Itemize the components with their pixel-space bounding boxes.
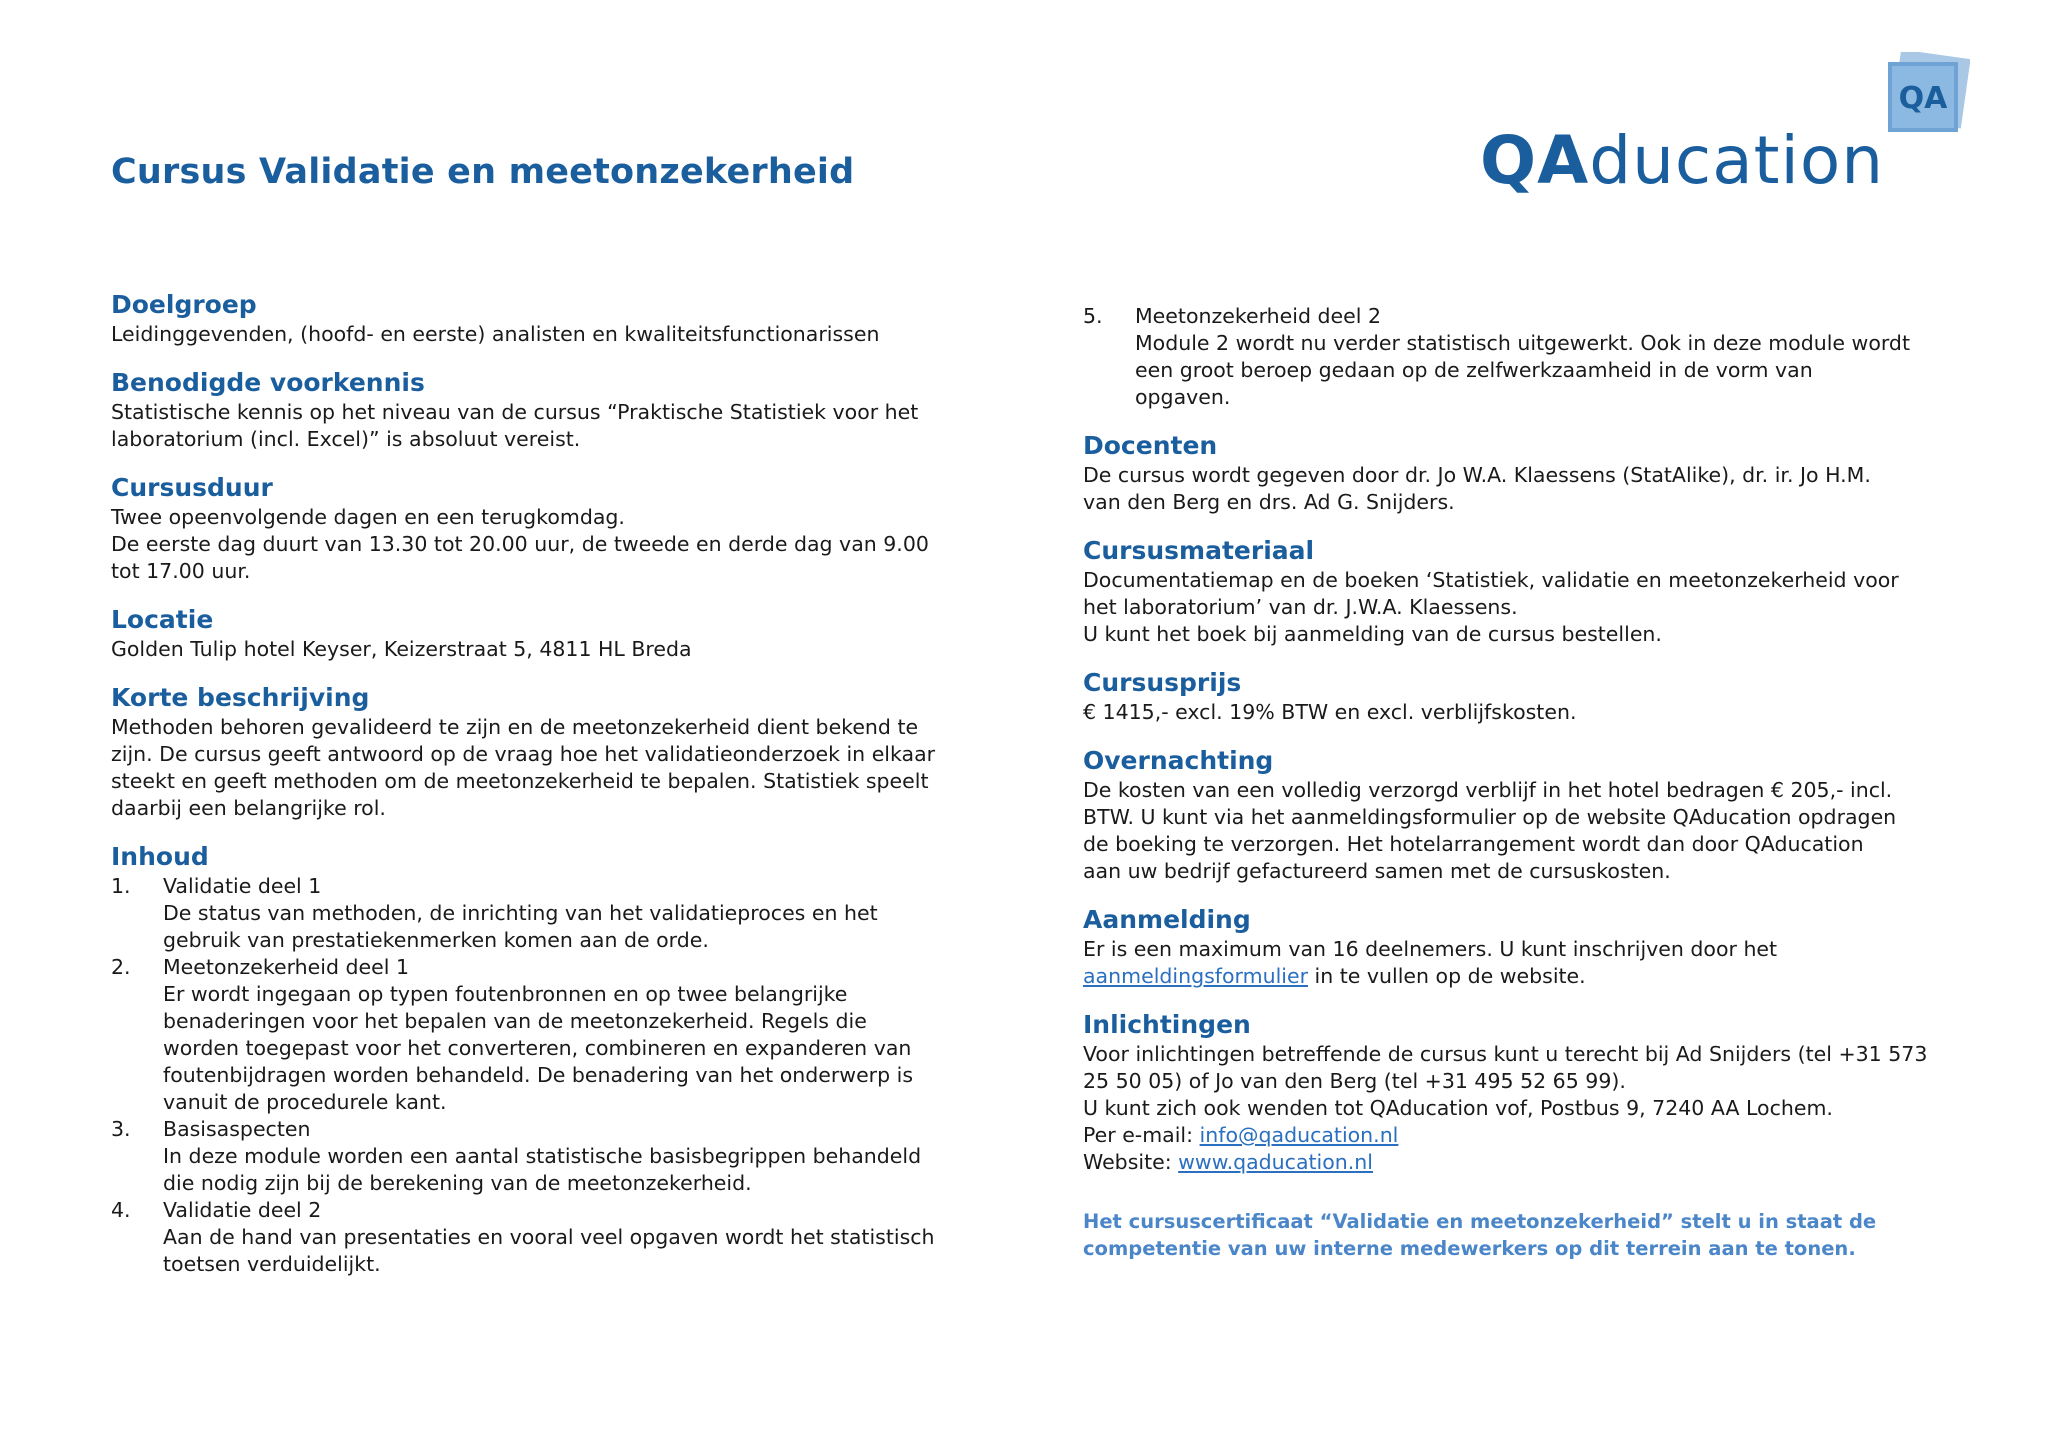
- certificate-note: [1083, 1208, 1963, 1262]
- section-voorkennis: [111, 367, 991, 453]
- list-number: 1.: [111, 874, 131, 898]
- website-label: Website:: [1083, 1150, 1179, 1174]
- list-number: 3.: [111, 1117, 131, 1141]
- heading-overnachting: Overnachting: [1083, 746, 1274, 775]
- text-line: het laboratorium’ van dr. J.W.A. Klaessens.: [1083, 595, 1518, 619]
- section-beschrijving: [111, 682, 991, 822]
- text-line: benaderingen voor het bepalen van de meetonzekerheid. Regels die: [163, 1009, 867, 1033]
- text-line: daarbij een belangrijke rol.: [111, 796, 386, 820]
- section-doelgroep: [111, 289, 991, 348]
- website-link[interactable]: www.qaducation.nl: [1178, 1150, 1373, 1174]
- text-line: laboratorium (incl. Excel)” is absoluut vereist.: [111, 427, 581, 451]
- text-line: U kunt het boek bij aanmelding van de cursus bestellen.: [1083, 622, 1662, 646]
- heading-cursusprijs: Cursusprijs: [1083, 668, 1242, 697]
- list-item-title: Basisaspecten: [163, 1117, 311, 1141]
- heading-beschrijving: Korte beschrijving: [111, 683, 370, 712]
- list-number: 4.: [111, 1198, 131, 1222]
- text-line: Statistische kennis op het niveau van de cursus “Praktische Statistiek voor het: [111, 400, 919, 424]
- heading-locatie: Locatie: [111, 605, 214, 634]
- text-line: worden toegepast voor het converteren, combineren en expanderen van: [163, 1036, 912, 1060]
- text-line: vanuit de procedurele kant.: [163, 1090, 447, 1114]
- section-aanmelding: [1083, 904, 1963, 990]
- text-line: van den Berg en drs. Ad G. Snijders.: [1083, 490, 1455, 514]
- text-line: Voor inlichtingen betreffende de cursus kunt u terecht bij Ad Snijders (tel +31 573: [1083, 1042, 1928, 1066]
- text-line: die nodig zijn bij de berekening van de meetonzekerheid.: [163, 1171, 752, 1195]
- heading-voorkennis: Benodigde voorkennis: [111, 368, 425, 397]
- heading-aanmelding: Aanmelding: [1083, 905, 1251, 934]
- text-line: opgaven.: [1135, 385, 1231, 409]
- list-number: 2.: [111, 955, 131, 979]
- page-title: Cursus Validatie en meetonzekerheid: [111, 152, 855, 192]
- text-line: zijn. De cursus geeft antwoord op de vraag hoe het validatieonderzoek in elkaar: [111, 742, 936, 766]
- email-link[interactable]: info@qaducation.nl: [1199, 1123, 1399, 1147]
- text-line: Er wordt ingegaan op typen foutenbronnen en op twee belangrijke: [163, 982, 848, 1006]
- text-fragment: in te vullen op de website.: [1308, 964, 1586, 988]
- heading-doelgroep: Doelgroep: [111, 290, 257, 319]
- registration-form-link[interactable]: aanmeldingsformulier: [1083, 964, 1309, 988]
- content-list: [1083, 303, 1963, 411]
- text-line: gebruik van prestatiekenmerken komen aan de orde.: [163, 928, 709, 952]
- text-line: competentie van uw interne medewerkers op dit terrein aan te tonen.: [1083, 1237, 1856, 1260]
- heading-docenten: Docenten: [1083, 431, 1218, 460]
- text-line: Module 2 wordt nu verder statistisch uitgewerkt. Ook in deze module wordt: [1135, 331, 1910, 355]
- logo-rest-text: ducation: [1589, 122, 1885, 199]
- text-line: een groot beroep gedaan op de zelfwerkzaamheid in de vorm van: [1135, 358, 1813, 382]
- text-line: foutenbijdragen worden behandeld. De benadering van het onderwerp is: [163, 1063, 914, 1087]
- text-line: de boeking te verzorgen. Het hotelarrangement wordt dan door QAducation: [1083, 832, 1864, 856]
- badge-label: QA: [1898, 81, 1948, 116]
- logo-qa-text: QA: [1480, 122, 1590, 199]
- text-line: Documentatiemap en de boeken ‘Statistiek, validatie en meetonzekerheid voor: [1083, 568, 1899, 592]
- qaducation-logo: [1480, 52, 1980, 212]
- section-cursusprijs: [1083, 667, 1963, 726]
- list-item: [111, 1197, 991, 1278]
- left-column: [111, 289, 991, 1297]
- text-line: U kunt zich ook wenden tot QAducation vof, Postbus 9, 7240 AA Lochem.: [1083, 1096, 1833, 1120]
- section-docenten: [1083, 430, 1963, 516]
- list-number: 5.: [1083, 304, 1103, 328]
- text-line: Leidinggevenden, (hoofd- en eerste) analisten en kwaliteitsfunctionarissen: [111, 322, 880, 346]
- right-column: [1083, 303, 1963, 1262]
- text-line: 25 50 05) of Jo van den Berg (tel +31 495 52 65 99).: [1083, 1069, 1626, 1093]
- text-line: tot 17.00 uur.: [111, 559, 251, 583]
- qa-badge-icon: [1882, 52, 1970, 140]
- section-cursusduur: [111, 472, 991, 585]
- list-item: [111, 954, 991, 1116]
- heading-cursusmateriaal: Cursusmateriaal: [1083, 536, 1315, 565]
- text-line: Methoden behoren gevalideerd te zijn en de meetonzekerheid dient bekend te: [111, 715, 919, 739]
- text-line: De status van methoden, de inrichting van het validatieproces en het: [163, 901, 878, 925]
- price-text: € 1415,- excl. 19% BTW en excl. verblijfskosten.: [1083, 700, 1577, 724]
- section-inlichtingen: [1083, 1009, 1963, 1176]
- text-line: Golden Tulip hotel Keyser, Keizerstraat 5, 4811 HL Breda: [111, 637, 692, 661]
- section-cursusmateriaal: [1083, 535, 1963, 648]
- text-line: De eerste dag duurt van 13.30 tot 20.00 uur, de tweede en derde dag van 9.00: [111, 532, 929, 556]
- heading-inlichtingen: Inlichtingen: [1083, 1010, 1251, 1039]
- text-line: Het cursuscertificaat “Validatie en meetonzekerheid” stelt u in staat de: [1083, 1210, 1877, 1233]
- text-line: steekt en geeft methoden om de meetonzekerheid te bepalen. Statistiek speelt: [111, 769, 929, 793]
- heading-cursusduur: Cursusduur: [111, 473, 273, 502]
- section-locatie: [111, 604, 991, 663]
- text-line: aan uw bedrijf gefactureerd samen met de cursuskosten.: [1083, 859, 1671, 883]
- list-item: [1083, 303, 1963, 411]
- section-inhoud: [111, 841, 991, 1278]
- section-overnachting: [1083, 745, 1963, 885]
- list-item-title: Validatie deel 2: [163, 1198, 322, 1222]
- text-line: Er is een maximum van 16 deelnemers. U kunt inschrijven door het: [1083, 937, 1778, 961]
- email-label: Per e-mail:: [1083, 1123, 1200, 1147]
- text-line: De cursus wordt gegeven door dr. Jo W.A. Klaessens (StatAlike), dr. ir. Jo H.M.: [1083, 463, 1871, 487]
- text-line: De kosten van een volledig verzorgd verblijf in het hotel bedragen € 205,- incl.: [1083, 778, 1893, 802]
- heading-inhoud: Inhoud: [111, 842, 209, 871]
- text-line: In deze module worden een aantal statistische basisbegrippen behandeld: [163, 1144, 922, 1168]
- list-item-title: Validatie deel 1: [163, 874, 322, 898]
- list-item: [111, 1116, 991, 1197]
- text-line: Aan de hand van presentaties en vooral veel opgaven wordt het statistisch: [163, 1225, 935, 1249]
- list-item-title: Meetonzekerheid deel 1: [163, 955, 409, 979]
- list-item-title: Meetonzekerheid deel 2: [1135, 304, 1381, 328]
- text-line: BTW. U kunt via het aanmeldingsformulier op de website QAducation opdragen: [1083, 805, 1897, 829]
- content-list: [111, 873, 991, 1278]
- text-line: Twee opeenvolgende dagen en een terugkomdag.: [111, 505, 625, 529]
- list-item: [111, 873, 991, 954]
- section-inhoud-continued: [1083, 303, 1963, 411]
- text-line: toetsen verduidelijkt.: [163, 1252, 381, 1276]
